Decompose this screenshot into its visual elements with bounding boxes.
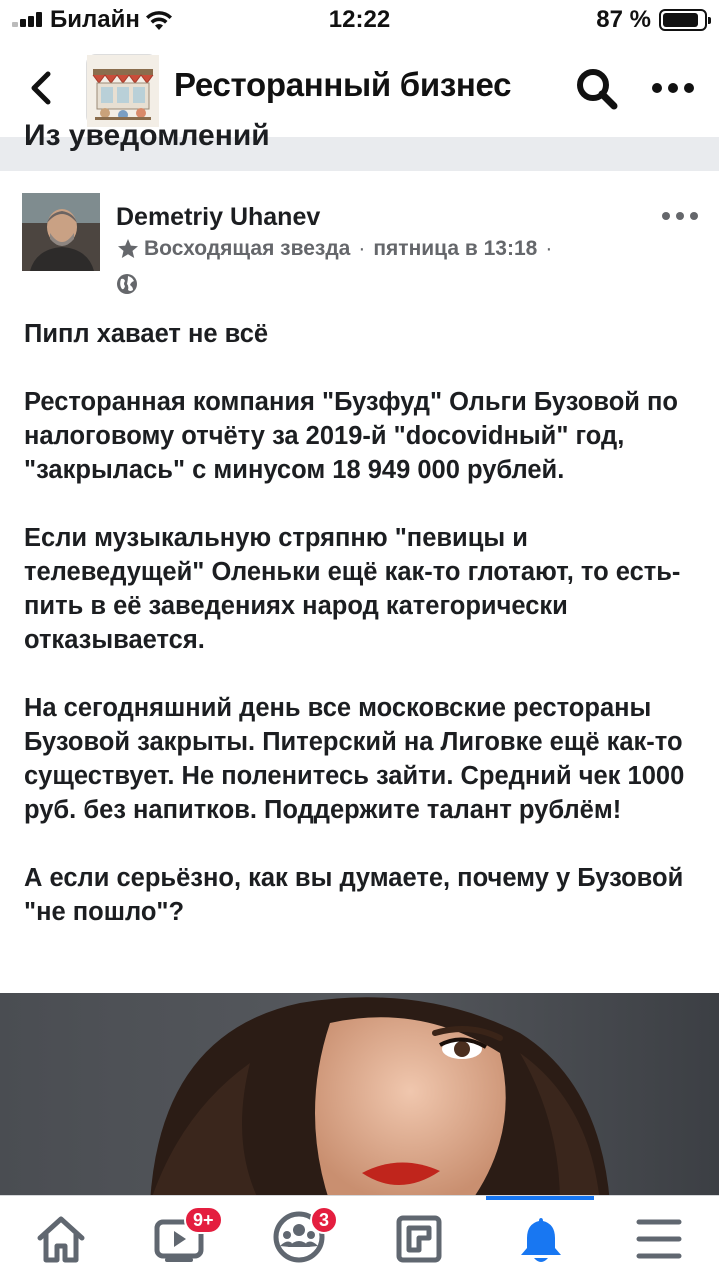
status-bar: [0, 0, 719, 40]
news-icon: [395, 1214, 443, 1264]
battery-icon: [659, 9, 707, 31]
tab-notifications[interactable]: [486, 1196, 596, 1281]
tab-home[interactable]: [6, 1196, 116, 1281]
portrait-photo: [0, 993, 719, 1203]
post: [0, 171, 719, 1195]
post-photo[interactable]: [0, 993, 719, 1203]
menu-icon: [635, 1216, 683, 1262]
status-time: 12:22: [328, 6, 391, 33]
post-paragraph: А если серьёзно, как вы думаете, почему у Бузовой "не пошло"?: [24, 864, 684, 926]
post-timestamp[interactable]: пятница в 13:18: [373, 237, 538, 260]
tab-groups[interactable]: [244, 1196, 354, 1281]
watch-badge: 9+: [184, 1206, 223, 1234]
bell-icon: [517, 1214, 565, 1266]
carrier-name: Билайн: [50, 6, 140, 33]
bottom-tab-bar: [0, 1195, 719, 1280]
notification-source-strip: [0, 119, 719, 171]
author-name[interactable]: Demetriy Uhanev: [116, 203, 321, 231]
restaurant-illustration: [87, 55, 159, 127]
post-paragraph: Если музыкальную стряпню "певицы и телеведущей" Оленьки ещё как-то глотают, то есть-пить в её заведениях народ категорически отказывается.: [24, 524, 681, 654]
group-avatar[interactable]: [86, 54, 158, 126]
author-photo: [22, 193, 100, 271]
post-paragraph: Пипл хавает не всё: [24, 320, 269, 348]
search-icon[interactable]: [574, 66, 620, 112]
post-paragraph: На сегодняшний день все московские рестораны Бузовой закрыты. Питерский на Лиговке ещё как-то существует. Не поленитесь зайти. Средний чек 1000 руб. без напитков. Поддержите талант рублём!: [24, 694, 685, 824]
notice-text: Из уведомлений: [24, 119, 270, 152]
meta-separator: ·: [358, 237, 366, 260]
chevron-left-icon[interactable]: [22, 68, 62, 108]
meta-separator: ·: [545, 237, 553, 260]
tab-watch[interactable]: [124, 1196, 234, 1281]
home-icon: [35, 1214, 87, 1264]
post-meta: [116, 237, 560, 261]
post-more-icon[interactable]: [660, 209, 700, 223]
globe-icon: [116, 273, 138, 295]
member-badge[interactable]: Восходящая звезда: [144, 237, 351, 260]
battery-percent: 87 %: [596, 6, 651, 33]
rising-star-icon: [116, 237, 140, 261]
tab-menu[interactable]: [604, 1196, 714, 1281]
page-title: Ресторанный бизнес: [174, 66, 512, 103]
tab-news[interactable]: [364, 1196, 474, 1281]
post-text: [24, 317, 704, 963]
post-paragraph: Ресторанная компания "Бузфуд" Ольги Бузовой по налоговому отчёту за 2019-й "docovidный" год, "закрылась" с минусом 18 949 000 рублей.: [24, 388, 679, 484]
avatar[interactable]: [22, 193, 100, 271]
more-horizontal-icon[interactable]: [650, 78, 696, 98]
groups-badge: 3: [310, 1206, 338, 1234]
